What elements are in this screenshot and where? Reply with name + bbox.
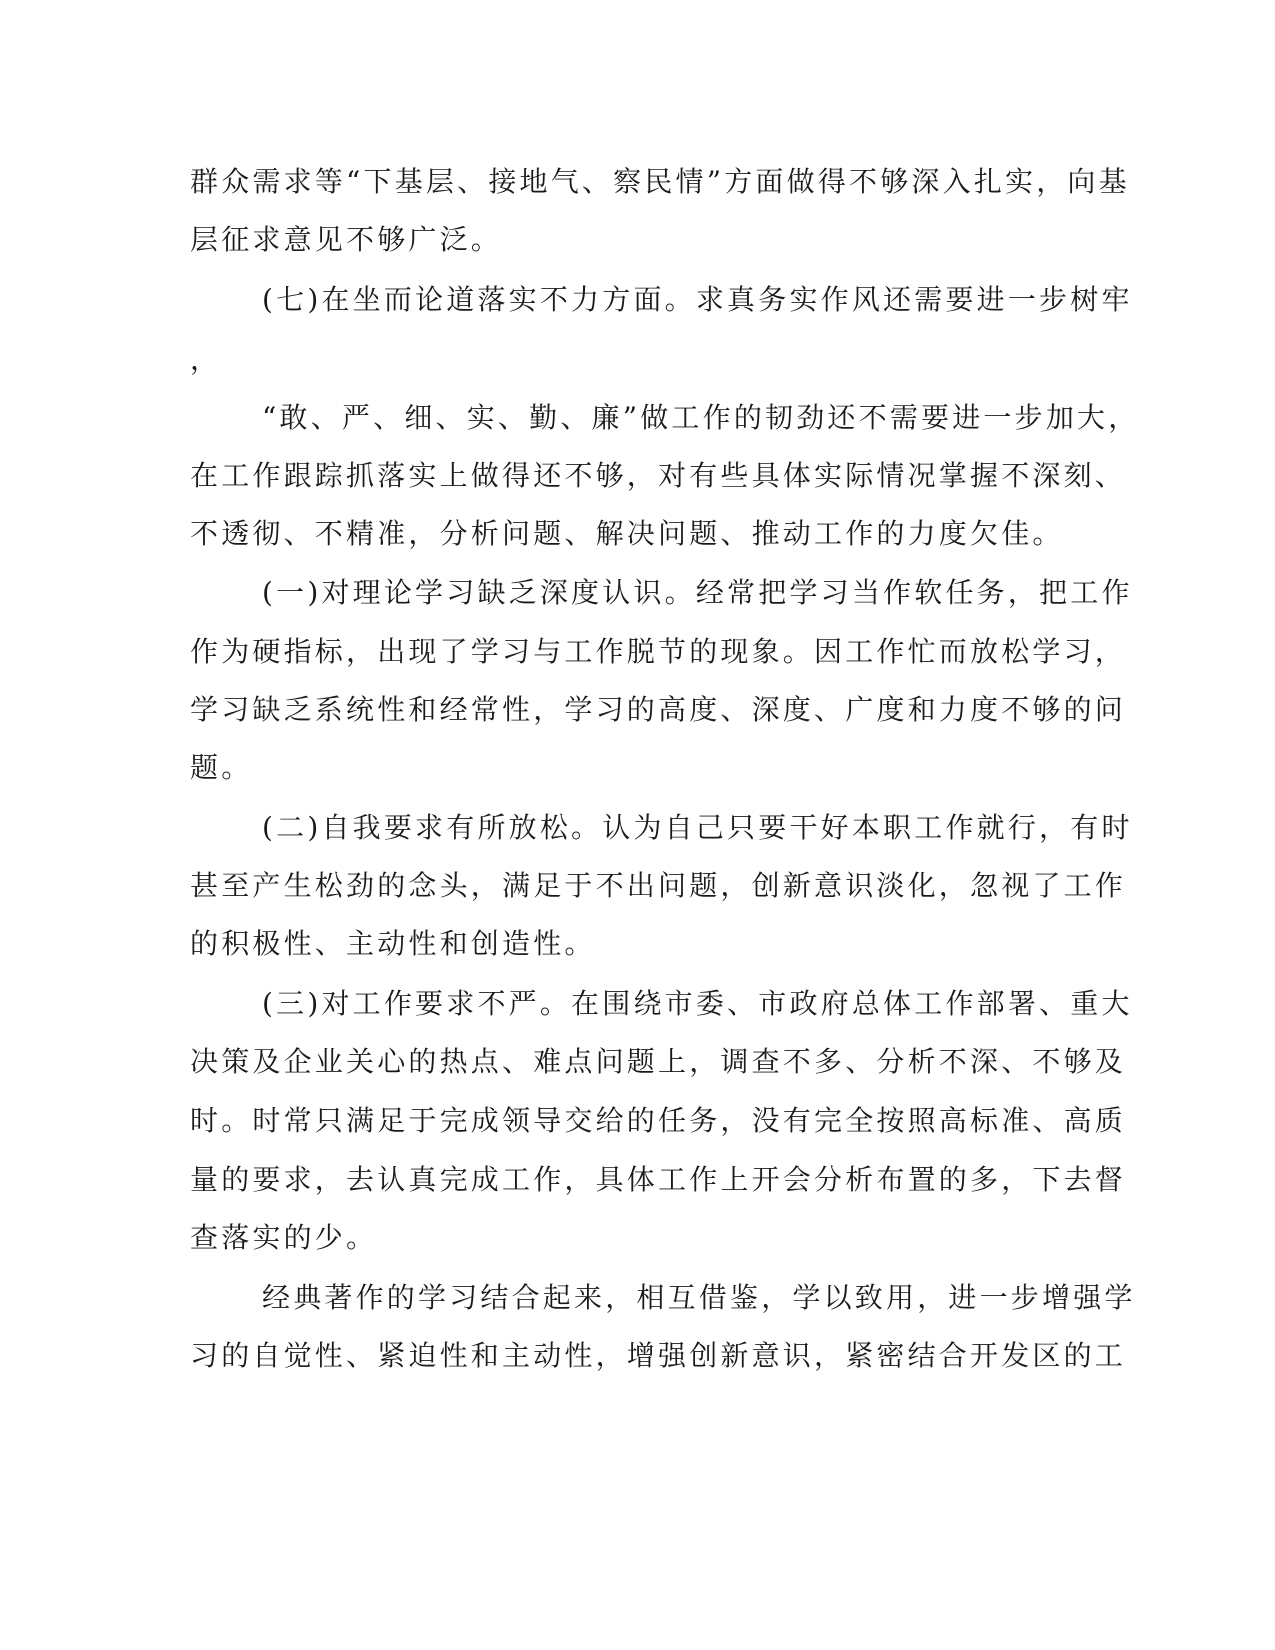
paragraph-heading-7: (七)在坐而论道落实不力方面。求真务实作风还需要进一步树牢 (262, 283, 1133, 316)
text-line: 群众需求等“下基层、接地气、察民情”方面做得不够深入扎实，向基 (190, 165, 1130, 198)
text-line: 习的自觉性、紧迫性和主动性，增强创新意识，紧密结合开发区的工 (190, 1339, 1127, 1372)
text-line: 题。 (190, 751, 253, 784)
text-line: 时。时常只满足于完成领导交给的任务，没有完全按照高标准、高质 (190, 1104, 1127, 1137)
text-line: 量的要求，去认真完成工作，具体工作上开会分析布置的多，下去督 (190, 1163, 1127, 1196)
paragraph-heading-1: (一)对理论学习缺乏深度认识。经常把学习当作软任务，把工作 (262, 576, 1133, 609)
text-line: 在工作跟踪抓落实上做得还不够，对有些具体实际情况掌握不深刻、 (190, 459, 1127, 492)
text-line: ， (190, 343, 222, 376)
paragraph-heading-2: (二)自我要求有所放松。认为自己只要干好本职工作就行，有时 (262, 811, 1133, 844)
text-line: 学习缺乏系统性和经常性，学习的高度、深度、广度和力度不够的问 (190, 693, 1127, 726)
text-line: 不透彻、不精准，分析问题、解决问题、推动工作的力度欠佳。 (190, 517, 1064, 550)
text-line: 的积极性、主动性和创造性。 (190, 927, 596, 960)
text-line: 甚至产生松劲的念头，满足于不出问题，创新意识淡化，忽视了工作 (190, 869, 1127, 902)
paragraph-heading-3: (三)对工作要求不严。在围绕市委、市政府总体工作部署、重大 (262, 987, 1133, 1020)
text-line: 查落实的少。 (190, 1221, 378, 1254)
text-line: “敢、严、细、实、勤、廉”做工作的韧劲还不需要进一步加大， (262, 401, 1140, 434)
text-line: 作为硬指标，出现了学习与工作脱节的现象。因工作忙而放松学习， (190, 635, 1127, 668)
text-line: 决策及企业关心的热点、难点问题上，调查不多、分析不深、不够及 (190, 1045, 1127, 1078)
text-line: 层征求意见不够广泛。 (190, 223, 503, 256)
text-line: 经典著作的学习结合起来，相互借鉴，学以致用，进一步增强学 (262, 1281, 1136, 1314)
